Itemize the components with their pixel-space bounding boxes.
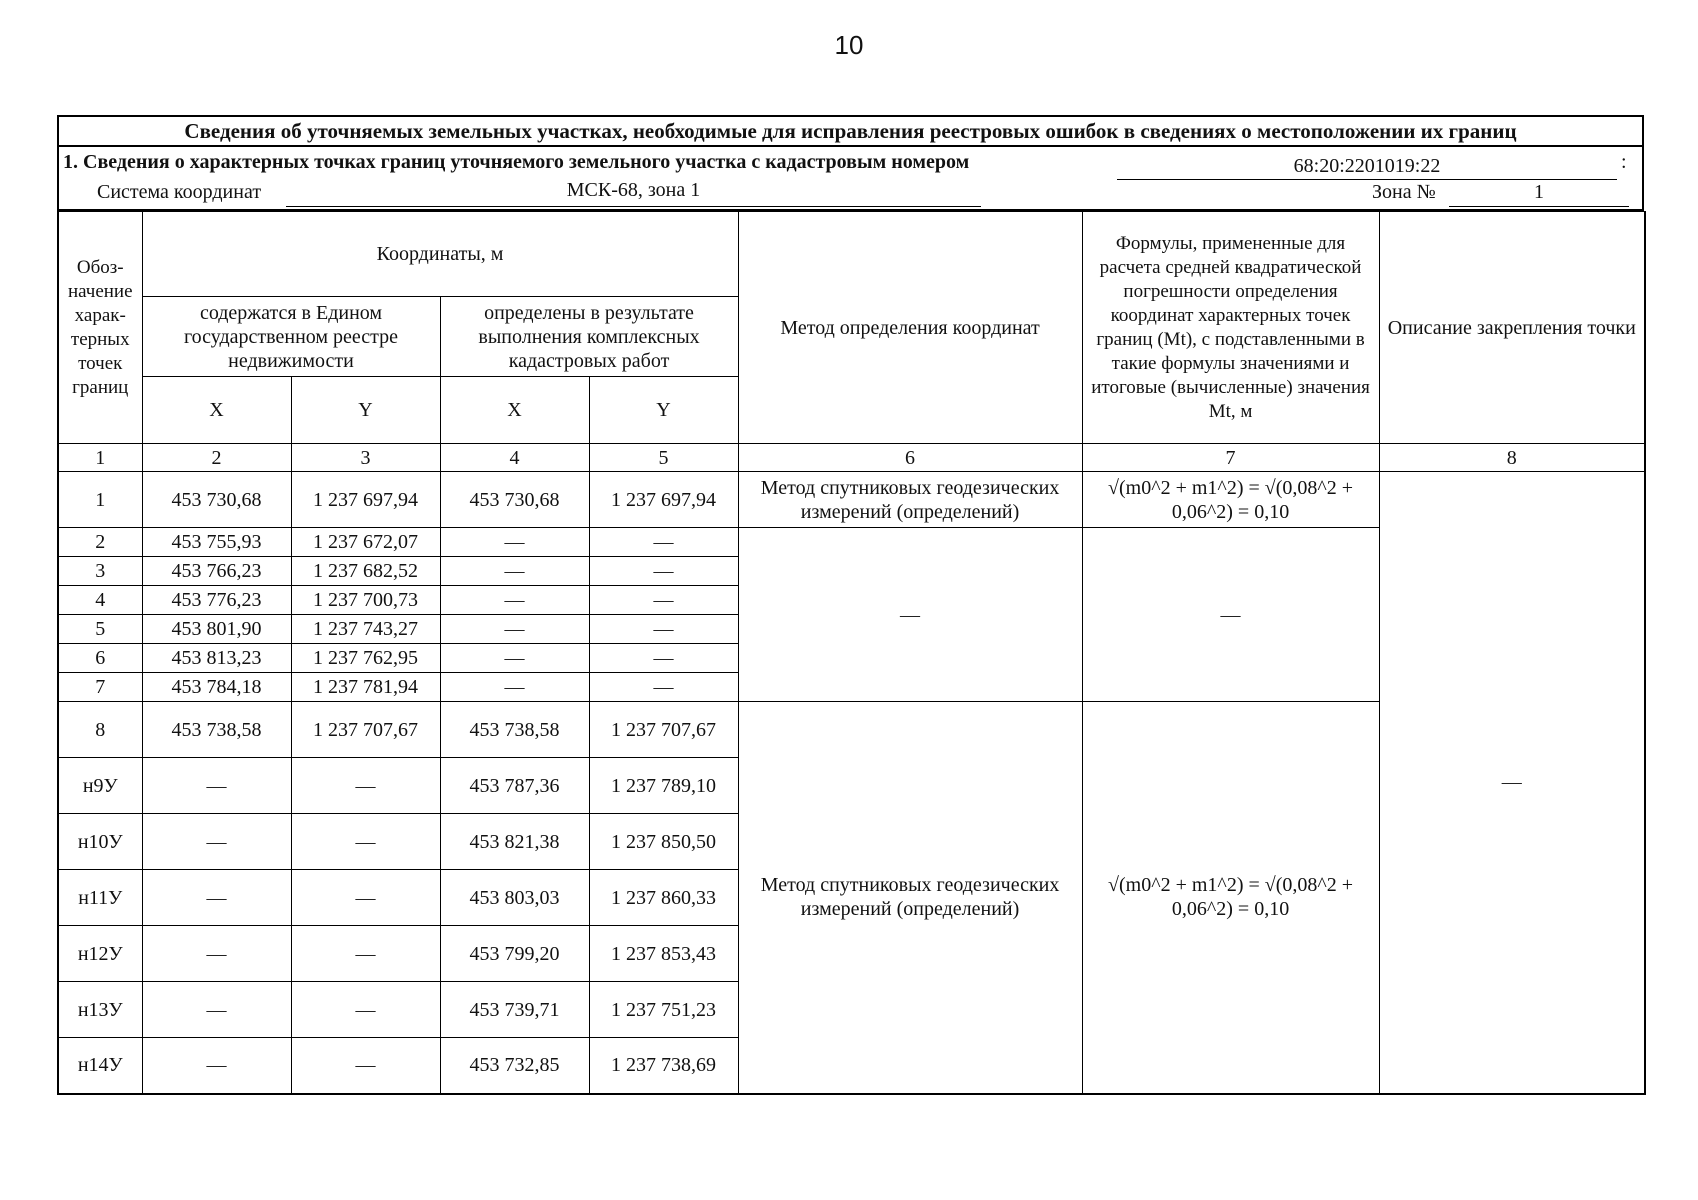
x-determined: 453 738,58 xyxy=(440,702,589,758)
method-cell: Метод спутниковых геодезических измерений (определений) xyxy=(738,702,1082,1094)
x-determined: — xyxy=(440,673,589,702)
y-determined: 1 237 697,94 xyxy=(589,472,738,528)
section-header xyxy=(57,147,1644,211)
col-number: 2 xyxy=(142,444,291,472)
header-in-registry: содержатся в Едином государственном реестре недвижимости xyxy=(142,297,440,377)
x-registry: — xyxy=(142,814,291,870)
col-number: 5 xyxy=(589,444,738,472)
x-registry: — xyxy=(142,982,291,1038)
y-registry: 1 237 672,07 xyxy=(291,528,440,557)
header-designation: Обоз-начение харак-терных точек границ xyxy=(58,212,142,444)
col-number: 6 xyxy=(738,444,1082,472)
point-id: 2 xyxy=(58,528,142,557)
header-x-registry: X xyxy=(142,377,291,444)
header-y-registry: Y xyxy=(291,377,440,444)
y-determined: — xyxy=(589,528,738,557)
coord-system-label: Система координат xyxy=(97,181,262,203)
x-registry: 453 776,23 xyxy=(142,586,291,615)
header-determined: определены в результате выполнения комплексных кадастровых работ xyxy=(440,297,738,377)
x-determined: — xyxy=(440,528,589,557)
x-registry: 453 730,68 xyxy=(142,472,291,528)
y-registry: — xyxy=(291,758,440,814)
document-frame xyxy=(57,115,1644,1095)
x-registry: — xyxy=(142,758,291,814)
y-registry: 1 237 697,94 xyxy=(291,472,440,528)
zone-label: Зона № xyxy=(1372,181,1436,203)
y-determined: — xyxy=(589,673,738,702)
col-number: 3 xyxy=(291,444,440,472)
x-determined: — xyxy=(440,557,589,586)
x-registry: — xyxy=(142,1038,291,1094)
y-determined: — xyxy=(589,644,738,673)
header-x-determined: X xyxy=(440,377,589,444)
method-cell: Метод спутниковых геодезических измерений (определений) xyxy=(738,472,1082,528)
point-id: 1 xyxy=(58,472,142,528)
col-number: 7 xyxy=(1082,444,1379,472)
point-id: 7 xyxy=(58,673,142,702)
y-determined: — xyxy=(589,557,738,586)
col-number: 4 xyxy=(440,444,589,472)
x-determined: 453 803,03 xyxy=(440,870,589,926)
points-table xyxy=(57,211,1646,1095)
y-determined: 1 237 751,23 xyxy=(589,982,738,1038)
y-registry: — xyxy=(291,1038,440,1094)
x-registry: 453 801,90 xyxy=(142,615,291,644)
point-id: 8 xyxy=(58,702,142,758)
page-number: 10 xyxy=(834,30,864,60)
coord-system-value: МСК-68, зона 1 xyxy=(286,179,981,207)
table-row xyxy=(58,472,1645,528)
y-registry: — xyxy=(291,982,440,1038)
x-determined: 453 799,20 xyxy=(440,926,589,982)
formula-cell: √(m0^2 + m1^2) = √(0,08^2 + 0,06^2) = 0,10 xyxy=(1082,472,1379,528)
y-registry: — xyxy=(291,814,440,870)
x-determined: 453 821,38 xyxy=(440,814,589,870)
point-id: н11У xyxy=(58,870,142,926)
document-title: Сведения об уточняемых земельных участках, необходимые для исправления реестровых ошибок в сведениях о местоположении их границ xyxy=(57,115,1644,147)
y-registry: — xyxy=(291,870,440,926)
y-registry: 1 237 762,95 xyxy=(291,644,440,673)
cadastral-number: 68:20:2201019:22 xyxy=(1117,153,1617,180)
section-heading: 1. Сведения о характерных точках границ уточняемого земельного участка с кадастровым номером xyxy=(63,151,970,173)
y-determined: — xyxy=(589,615,738,644)
x-registry: 453 738,58 xyxy=(142,702,291,758)
header-method: Метод определения координат xyxy=(738,212,1082,444)
point-id: н10У xyxy=(58,814,142,870)
x-determined: 453 732,85 xyxy=(440,1038,589,1094)
point-id: 3 xyxy=(58,557,142,586)
cadastral-colon: : xyxy=(1621,151,1627,173)
y-determined: 1 237 789,10 xyxy=(589,758,738,814)
x-determined: 453 787,36 xyxy=(440,758,589,814)
x-determined: 453 730,68 xyxy=(440,472,589,528)
point-id: 4 xyxy=(58,586,142,615)
formula-cell: — xyxy=(1082,528,1379,702)
y-registry: 1 237 682,52 xyxy=(291,557,440,586)
y-registry: 1 237 700,73 xyxy=(291,586,440,615)
point-id: н9У xyxy=(58,758,142,814)
y-registry: 1 237 707,67 xyxy=(291,702,440,758)
y-determined: 1 237 850,50 xyxy=(589,814,738,870)
col-number: 8 xyxy=(1379,444,1645,472)
header-y-determined: Y xyxy=(589,377,738,444)
header-formulas: Формулы, примененные для расчета средней квадратической погрешности определения координат характерных точек границ (Mt), с подставленными в такие формулы значениями и итоговые (вычисленные) значения Mt, м xyxy=(1082,212,1379,444)
x-registry: 453 755,93 xyxy=(142,528,291,557)
y-determined: 1 237 707,67 xyxy=(589,702,738,758)
y-determined: 1 237 738,69 xyxy=(589,1038,738,1094)
x-registry: 453 813,23 xyxy=(142,644,291,673)
x-registry: — xyxy=(142,870,291,926)
col-number: 1 xyxy=(58,444,142,472)
x-registry: 453 766,23 xyxy=(142,557,291,586)
description-cell: — xyxy=(1379,472,1645,1094)
method-cell: — xyxy=(738,528,1082,702)
point-id: н14У xyxy=(58,1038,142,1094)
x-determined: 453 739,71 xyxy=(440,982,589,1038)
y-registry: 1 237 781,94 xyxy=(291,673,440,702)
x-registry: 453 784,18 xyxy=(142,673,291,702)
formula-cell: √(m0^2 + m1^2) = √(0,08^2 + 0,06^2) = 0,10 xyxy=(1082,702,1379,1094)
x-determined: — xyxy=(440,615,589,644)
header-description: Описание закрепления точки xyxy=(1379,212,1645,444)
point-id: н12У xyxy=(58,926,142,982)
y-registry: 1 237 743,27 xyxy=(291,615,440,644)
y-determined: — xyxy=(589,586,738,615)
x-determined: — xyxy=(440,644,589,673)
zone-value: 1 xyxy=(1449,179,1629,207)
x-determined: — xyxy=(440,586,589,615)
y-determined: 1 237 853,43 xyxy=(589,926,738,982)
y-registry: — xyxy=(291,926,440,982)
point-id: 6 xyxy=(58,644,142,673)
header-coordinates: Координаты, м xyxy=(142,212,738,297)
point-id: 5 xyxy=(58,615,142,644)
y-determined: 1 237 860,33 xyxy=(589,870,738,926)
x-registry: — xyxy=(142,926,291,982)
point-id: н13У xyxy=(58,982,142,1038)
